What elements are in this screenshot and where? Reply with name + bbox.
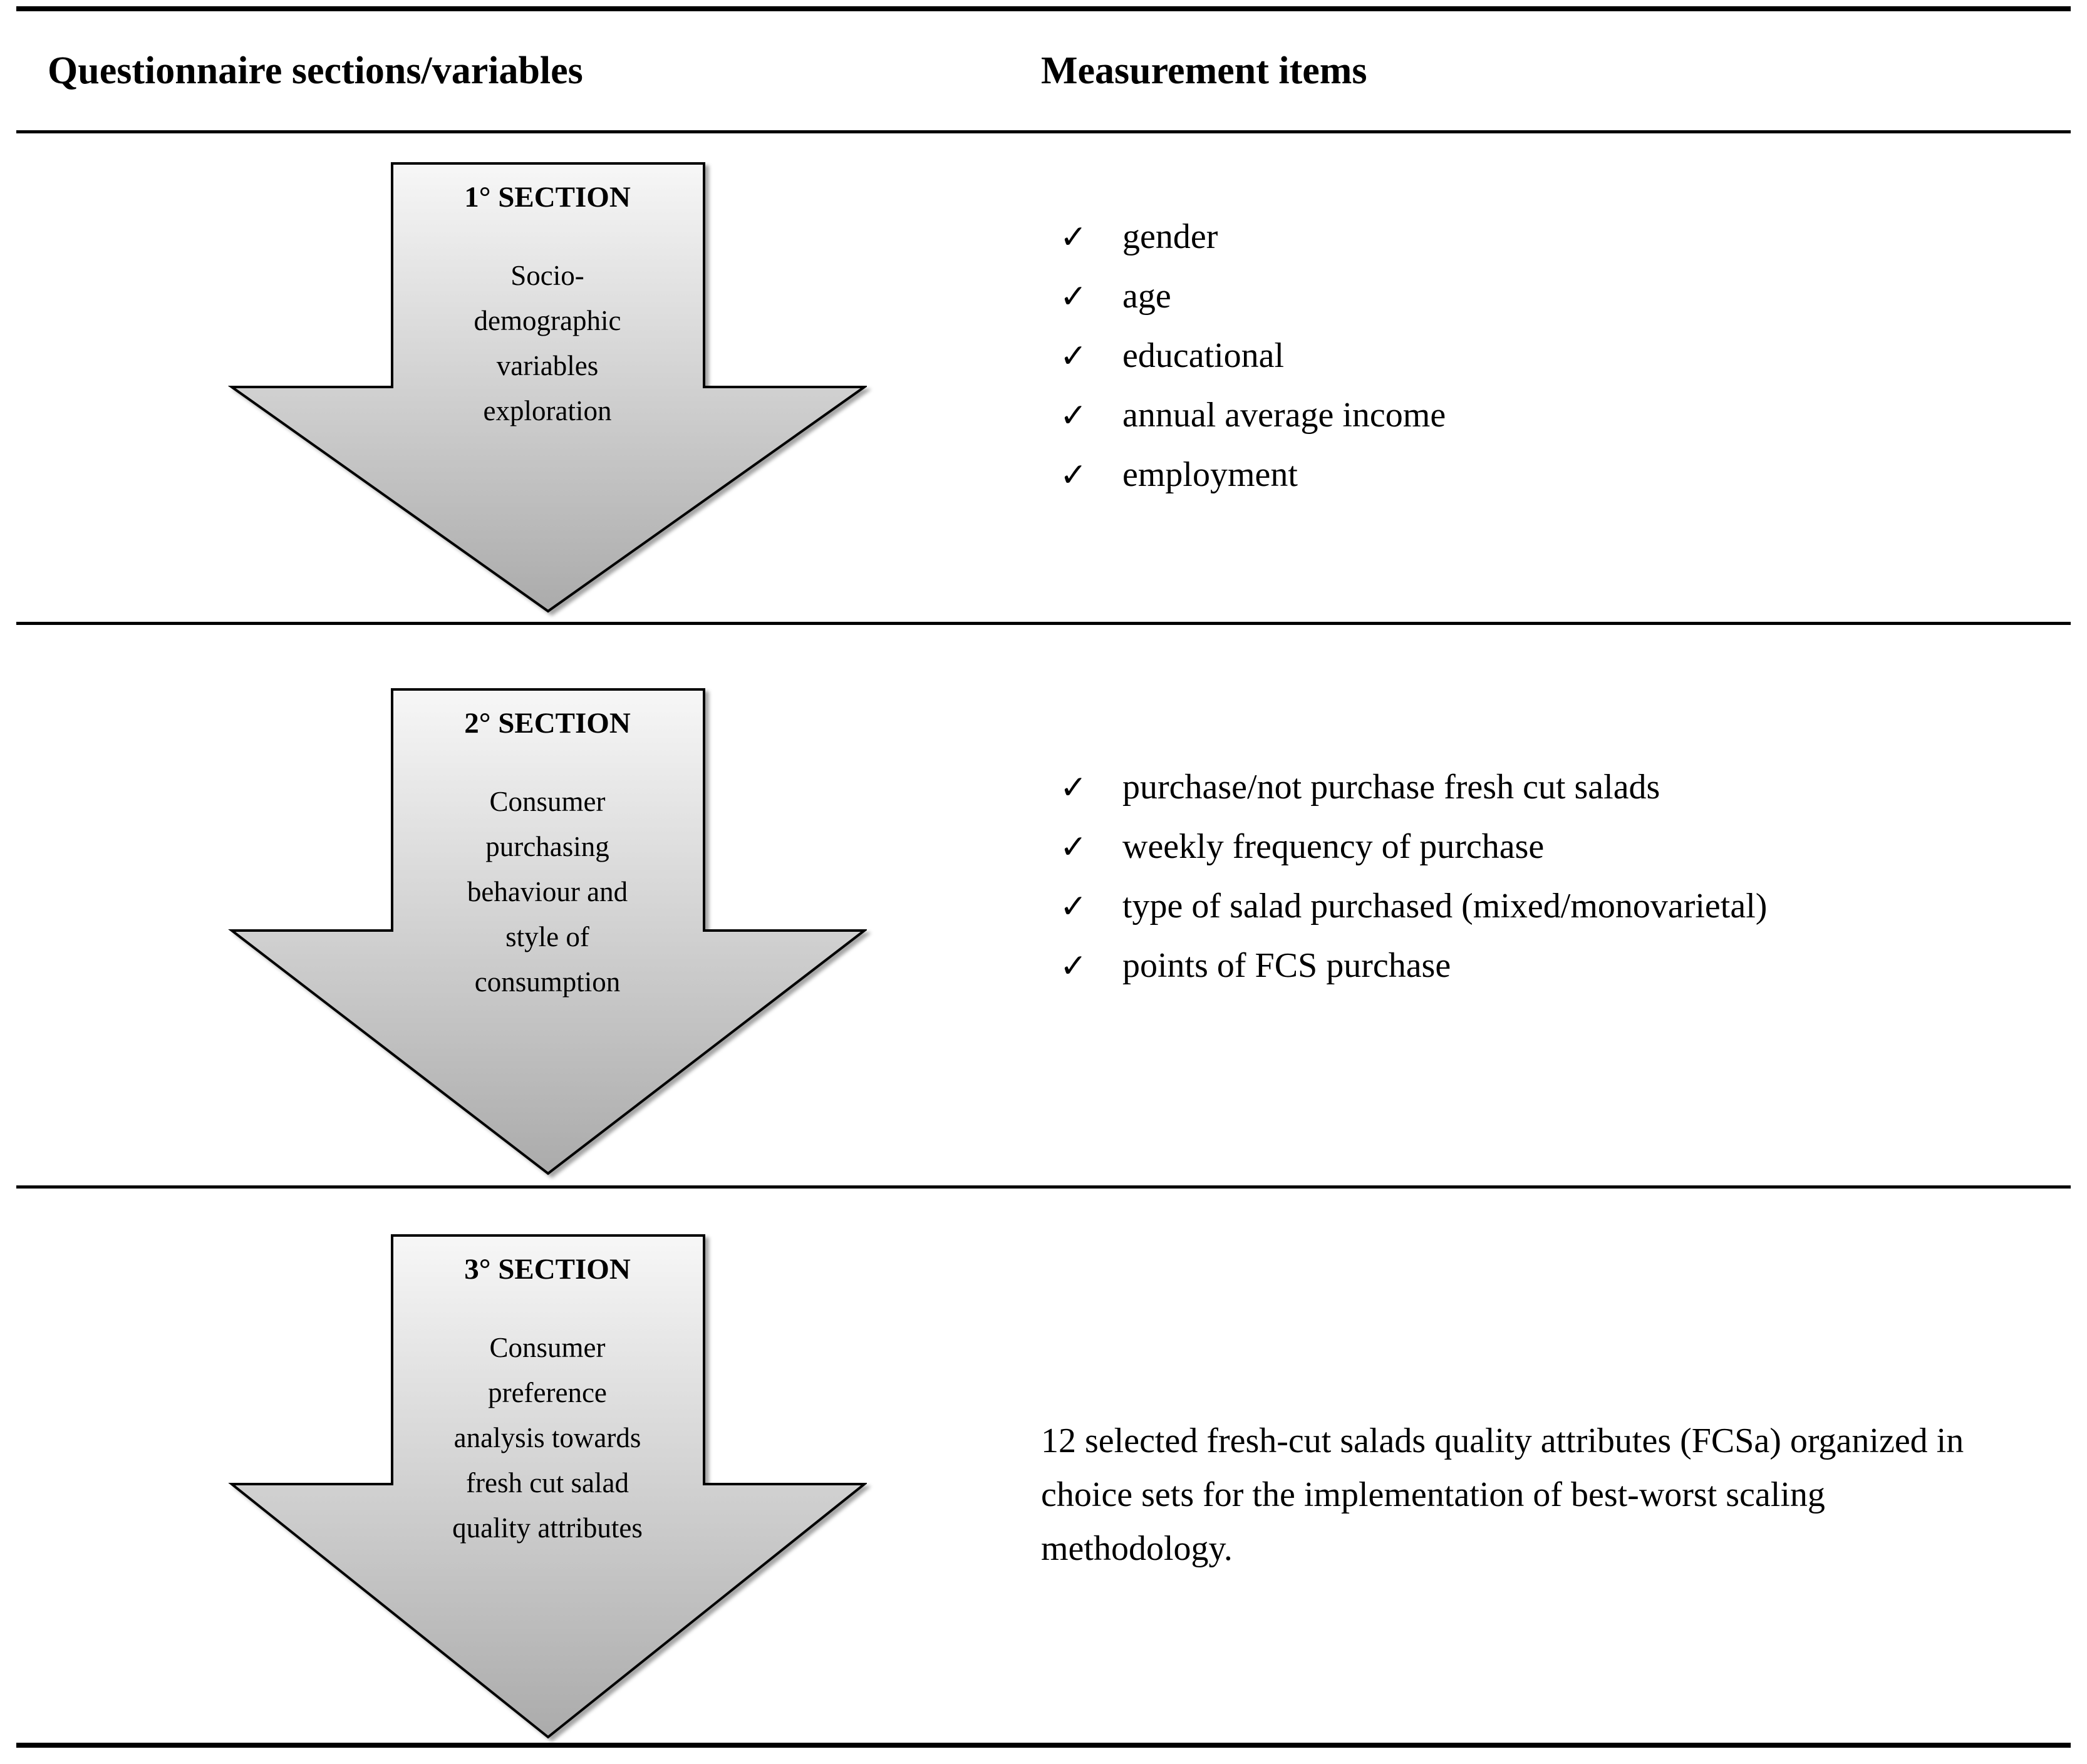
item-label: age [1122, 277, 1171, 316]
list-item [1060, 877, 2071, 936]
section-2-title: 2° SECTION [464, 707, 631, 740]
section-3-arrow-cell [16, 1189, 1028, 1743]
section-row-2 [16, 625, 2071, 1185]
section-2-items-cell [1028, 625, 2071, 1185]
list-item [1060, 386, 2071, 445]
check-icon: ✓ [1060, 828, 1087, 866]
section-1-arrow-text [375, 162, 720, 433]
section-3-line-5: quality attributes [452, 1512, 643, 1544]
section-2-line-4: style of [505, 921, 589, 952]
check-icon: ✓ [1060, 947, 1087, 985]
list-item [1060, 817, 2071, 877]
section-1-line-3: variables [496, 350, 599, 381]
section-1-items-cell [1028, 133, 2071, 622]
section-3-items-cell [1028, 1189, 2071, 1743]
section-2-line-3: behaviour and [467, 876, 628, 907]
section-3-line-1: Consumer [489, 1332, 606, 1363]
check-icon: ✓ [1060, 769, 1087, 807]
section-2-arrow [228, 688, 867, 1185]
section-3-arrow-text [375, 1234, 720, 1550]
item-label: points of FCS purchase [1122, 946, 1451, 985]
section-1-line-2: demographic [474, 305, 621, 336]
check-icon: ✓ [1060, 219, 1087, 256]
section-1-title: 1° SECTION [464, 181, 631, 214]
spacer [375, 740, 720, 779]
section-row-1 [16, 133, 2071, 622]
check-icon: ✓ [1060, 397, 1087, 435]
list-item [1060, 758, 2071, 817]
section-3-description: 12 selected fresh-cut salads quality attributes (FCSa) organized in choice sets for the implementation of best-worst scaling methodology. [1041, 1421, 1964, 1568]
section-1-item-list [1041, 207, 2071, 505]
list-item [1060, 326, 2071, 386]
section-2-item-list [1041, 758, 2071, 996]
item-label: gender [1122, 217, 1218, 256]
section-3-arrow [228, 1234, 867, 1743]
list-item [1060, 445, 2071, 505]
section-2-line-2: purchasing [485, 831, 609, 862]
check-icon: ✓ [1060, 456, 1087, 494]
section-3-line-2: preference [488, 1377, 607, 1408]
section-1-arrow [228, 162, 867, 622]
column-title-sections: Questionnaire sections/variables [48, 49, 583, 92]
header-cell-items [1028, 49, 2071, 93]
check-icon: ✓ [1060, 888, 1087, 926]
check-icon: ✓ [1060, 338, 1087, 375]
item-label: educational [1122, 336, 1285, 375]
column-title-items: Measurement items [1041, 49, 1367, 92]
item-label: annual average income [1122, 396, 1446, 435]
section-1-line-4: exploration [483, 395, 612, 426]
header-cell-sections [16, 49, 1028, 93]
list-item [1060, 936, 2071, 996]
section-1-line-1: Socio- [510, 260, 584, 291]
section-3-line-4: fresh cut salad [466, 1467, 629, 1498]
item-label: employment [1122, 455, 1298, 494]
bottom-border-line [16, 1743, 2071, 1748]
section-2-line-1: Consumer [489, 786, 606, 817]
item-label: type of salad purchased (mixed/monovarietal) [1122, 887, 1768, 926]
item-label: weekly frequency of purchase [1122, 827, 1545, 866]
section-1-arrow-cell [16, 133, 1028, 622]
spacer [375, 1286, 720, 1325]
section-2-arrow-cell [16, 625, 1028, 1185]
section-2-arrow-text [375, 688, 720, 1004]
item-label: purchase/not purchase fresh cut salads [1122, 768, 1660, 807]
section-row-3 [16, 1189, 2071, 1743]
list-item [1060, 207, 2071, 267]
section-2-line-5: consumption [474, 966, 621, 998]
section-3-title: 3° SECTION [464, 1253, 631, 1286]
section-3-line-3: analysis towards [453, 1422, 641, 1453]
top-border-line [16, 6, 2071, 11]
spacer [375, 214, 720, 253]
list-item [1060, 267, 2071, 326]
check-icon: ✓ [1060, 278, 1087, 316]
table-header [16, 11, 2071, 130]
